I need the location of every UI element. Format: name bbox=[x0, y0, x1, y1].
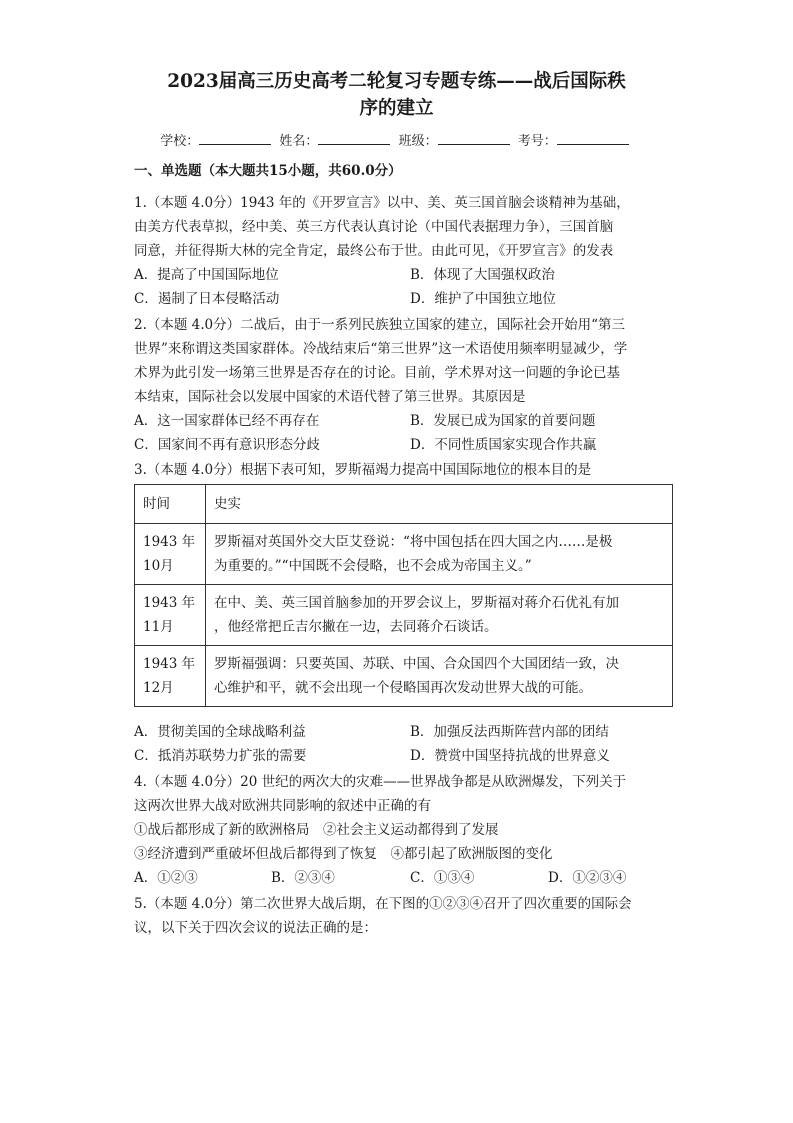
q2-option-d: D．不同性质国家实现合作共赢 bbox=[410, 437, 597, 453]
table-cell-fact bbox=[206, 646, 673, 707]
class-label: 班级： bbox=[398, 134, 438, 149]
q3-line-1: 3.（本题 4.0分）根据下表可知，罗斯福竭力提高中国国际地位的根本目的是 bbox=[134, 462, 592, 478]
time-month: 11月 bbox=[143, 619, 174, 635]
q1-option-c: C．遏制了日本侵略活动 bbox=[134, 291, 280, 307]
school-blank bbox=[199, 131, 271, 145]
exam-number-label: 考号： bbox=[517, 134, 557, 149]
q1-option-b: B．体现了大国强权政治 bbox=[410, 267, 555, 283]
title-line-1: 2023届高三历史高考二轮复习专题专练——战后国际秩 bbox=[167, 71, 626, 92]
q1-line-1: 1.（本题 4.0分）1943 年的《开罗宣言》以中、美、英三国首脑会谈精神为基础， bbox=[134, 195, 630, 211]
table-row bbox=[135, 646, 673, 707]
table-cell-time bbox=[135, 524, 206, 585]
title-line-2: 序的建立 bbox=[359, 98, 434, 119]
history-table bbox=[134, 484, 673, 707]
q5-line-2: 议，以下关于四次会议的说法正确的是： bbox=[134, 920, 377, 936]
table-cell-time bbox=[135, 646, 206, 707]
fact-line: 罗斯福强调：只要英国、苏联、中国、合众国四个大国团结一致，决 bbox=[214, 656, 619, 672]
fact-line: ，他经常把丘吉尔撇在一边，去同蒋介石谈话。 bbox=[214, 619, 498, 635]
q2-line-3: 术界为此引发一场第三世界是否存在的讨论。目前，学术界对这一问题的争论已基 bbox=[134, 365, 620, 381]
q4-line-1: 4.（本题 4.0分）20 世纪的两次大的灾难——世界战争都是从欧洲爆发，下列关于 bbox=[134, 774, 627, 790]
q1-line-3: 同意，并征得斯大林的完全肯定，最终公布于世。由此可见，《开罗宣言》的发表 bbox=[134, 243, 614, 259]
q4-line-2: 这两次世界大战对欧洲共同影响的叙述中正确的有 bbox=[134, 798, 431, 814]
q3-option-c: C．抵消苏联势力扩张的需要 bbox=[134, 748, 307, 764]
school-label: 学校： bbox=[160, 134, 200, 149]
q1-option-d: D．维护了中国独立地位 bbox=[410, 291, 556, 307]
q5-line-1: 5.（本题 4.0分）第二次世界大战后期，在下图的①②③④召开了四次重要的国际会 bbox=[134, 896, 632, 912]
time-year: 1943 年 bbox=[143, 534, 196, 550]
student-info-line bbox=[0, 131, 793, 152]
q2-option-a: A．这一国家群体已经不再存在 bbox=[134, 413, 320, 429]
section-heading: 一、单选题（本大题共15小题，共60.0分） bbox=[134, 163, 402, 179]
table-row bbox=[135, 585, 673, 646]
q3-option-d: D．赞赏中国坚持抗战的世界意义 bbox=[410, 748, 610, 764]
q3-option-b: B．加强反法西斯阵营内部的团结 bbox=[410, 724, 609, 740]
time-year: 1943 年 bbox=[143, 656, 196, 672]
exam-number-blank bbox=[557, 131, 629, 145]
fact-line: 心维护和平，就不会出现一个侵略国再次发动世界大战的可能。 bbox=[214, 680, 592, 696]
q2-line-2: 世界”来称谓这类国家群体。冷战结束后“第三世界”这一术语使用频率明显减少，学 bbox=[134, 341, 628, 357]
table-cell-time bbox=[135, 585, 206, 646]
q2-option-c: C．国家间不再有意识形态分歧 bbox=[134, 437, 320, 453]
name-blank bbox=[318, 131, 390, 145]
class-blank bbox=[438, 131, 510, 145]
time-month: 10月 bbox=[143, 558, 174, 574]
time-month: 12月 bbox=[143, 680, 174, 696]
q4-option-b: B．②③④ bbox=[271, 870, 335, 886]
q4-option-a: A．①②③ bbox=[134, 870, 198, 886]
q4-statement-2: ③经济遭到严重破坏但战后都得到了恢复 ④都引起了欧洲版图的变化 bbox=[134, 846, 553, 862]
q1-option-a: A．提高了中国国际地位 bbox=[134, 267, 279, 283]
q3-option-a: A．贯彻美国的全球战略利益 bbox=[134, 724, 306, 740]
q2-line-4: 本结束，国际社会以发展中国家的术语代替了第三世界。其原因是 bbox=[134, 389, 526, 405]
q4-option-c: C．①③④ bbox=[410, 870, 475, 886]
table-cell-fact bbox=[206, 524, 673, 585]
fact-line: 在中、美、英三国首脑参加的开罗会议上，罗斯福对蒋介石优礼有加 bbox=[214, 595, 619, 611]
q4-statement-1: ①战后都形成了新的欧洲格局 ②社会主义运动都得到了发展 bbox=[134, 822, 499, 838]
fact-line: 罗斯福对英国外交大臣艾登说：“将中国包括在四大国之内……是极 bbox=[214, 534, 613, 550]
q4-option-d: D．①②③④ bbox=[548, 870, 627, 886]
q2-line-1: 2.（本题 4.0分）二战后，由于一系列民族独立国家的建立，国际社会开始用“第三 bbox=[134, 317, 626, 333]
q1-line-2: 由美方代表草拟，经中美、英三方代表认真讨论（中国代表据理力争），三国首脑 bbox=[134, 219, 614, 235]
time-year: 1943 年 bbox=[143, 595, 196, 611]
fact-line: 为重要的。”“中国既不会侵略，也不会成为帝国主义。” bbox=[214, 558, 532, 574]
table-header-time: 时间 bbox=[135, 485, 206, 524]
q2-option-b: B．发展已成为国家的首要问题 bbox=[410, 413, 596, 429]
table-row bbox=[135, 524, 673, 585]
table-header-fact: 史实 bbox=[206, 485, 673, 524]
table-header-row bbox=[135, 485, 673, 524]
name-label: 姓名： bbox=[279, 134, 319, 149]
document-title bbox=[90, 68, 703, 122]
table-cell-fact bbox=[206, 585, 673, 646]
